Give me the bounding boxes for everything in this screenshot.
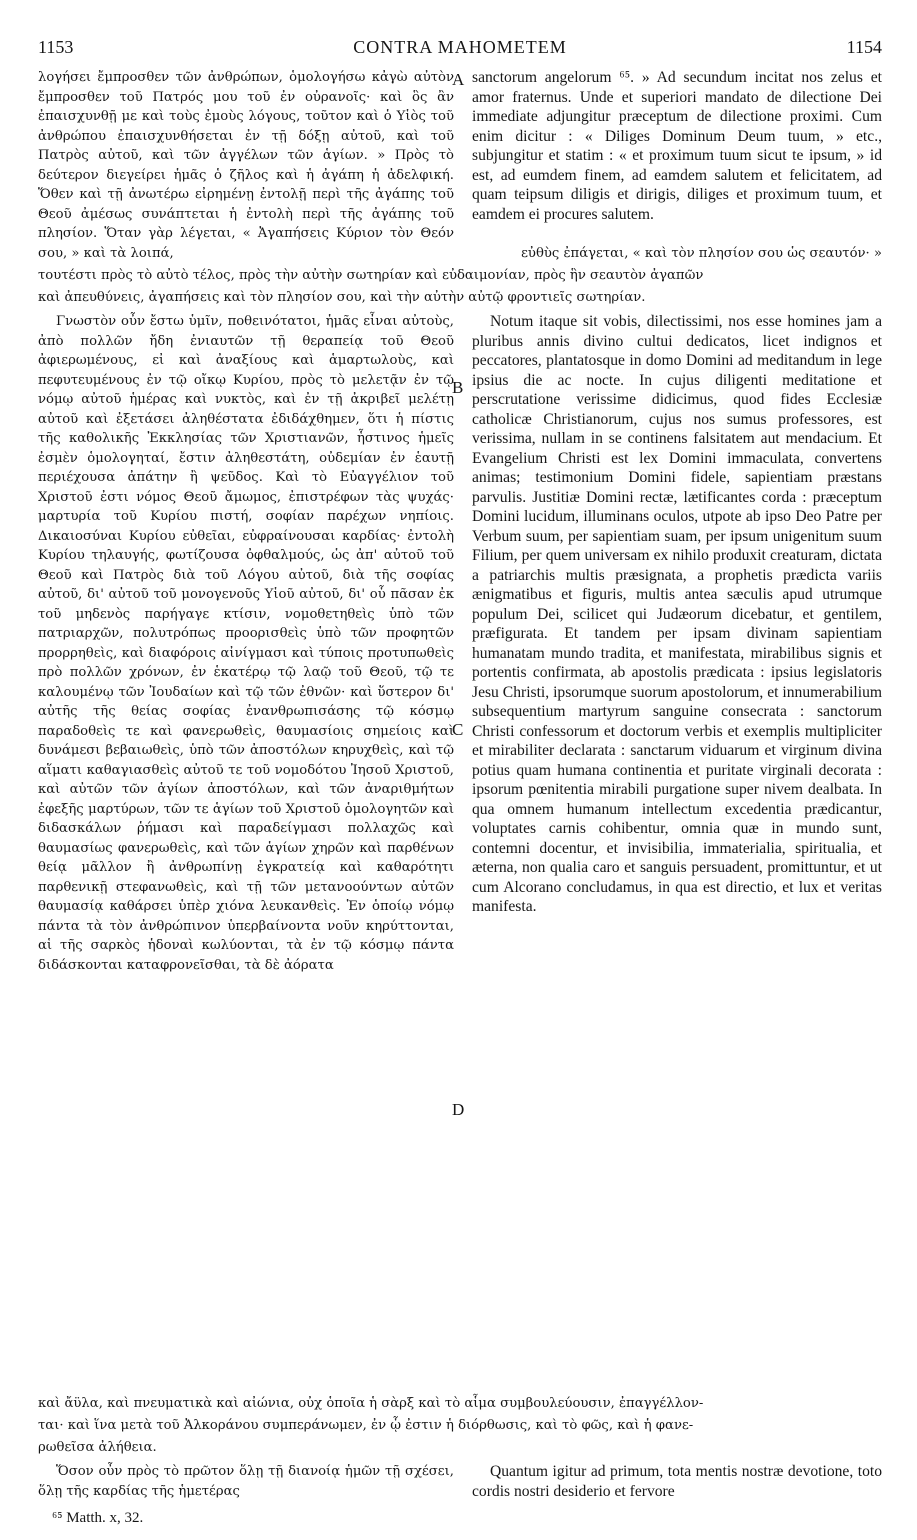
greek-paragraph: Γνωστὸν οὖν ἔστω ὑμῖν, ποθεινότατοι, ἡμᾶς εἶναι αὐτοὺς, ἀπὸ πολλῶν ἤδη ἐνιαυτῶν τῇ θεραπείᾳ τοῦ Θεοῦ ἀφιερωμένους, εἰ καὶ ἀναξίους καὶ ἁμαρτωλοὺς, καὶ πεφυτευμένους ἐν τῷ οἴκῳ Κυρίου, πρὸς τὸ μελετᾷν ἐν τῷ νόμῳ αὐτοῦ ἡμέρας καὶ νυκτὸς, καὶ ἐν τῇ ἀκριβεῖ μελέτῃ αὐτοῦ καὶ ἐξετάσει ἀληθέστατα ἐδιδάχθημεν, ὅτι ἡ πίστις τῆς καθολικῆς Ἐκκλησίας τῶν Χριστιανῶν, ἧστινος ἡμεῖς ἐσμὲν ὁμολογηταί, ἔστιν ἀληθεστάτη, οὐδεμίαν ἐν ἑαυτῇ περιέχουσα ἀπάτην ἢ ψεῦδος. Καὶ τὸ Εὐαγγέλιον τοῦ Χριστοῦ ἐστι νόμος Θεοῦ ἄμωμος, ἐπιστρέφων τὰς ψυχάς· μαρτυρία τοῦ Κυρίου πιστή, σοφίαν παρέχων νηπίοις. Δικαιοσύναι Κυρίου εὐθεῖαι, εὐφραίνουσαι καρδίας· ἐντολὴ Κυρίου τηλαυγής, φωτίζουσα ὀφθαλμούς, ὡς ἀπ' αὐτοῦ τοῦ Θεοῦ καὶ Πατρὸς διὰ τοῦ Λόγου αὐτοῦ, διὰ τῆς σοφίας αὐτοῦ, δι' αὐτοῦ τοῦ μονογενοῦς Υἱοῦ αὐτοῦ, δι' οὗ πᾶσαν ἐκ τοῦ μηδενὸς παρήγαγε κτίσιν, νομοθετηθεὶς ὑπὸ τῶν πατριαρχῶν, πολυτρόπως προορισθεὶς ὑπὸ τῶν προφητῶν προρρηθεὶς, καὶ διαφόροις αἰνίγμασι καὶ τύποις προτυπωθεὶς πρὸ πολλῶν χρόνων, ἐν ἑκατέρῳ τῷ λαῷ τοῦ Θεοῦ, τῷ τε καλουμένῳ τῶν Ἰουδαίων καὶ τῷ τῶν ἐθνῶν· καὶ ὕστερον δι' αὐτῆς τῆς θείας σοφίας ἐνανθρωπισάσης τῷ κόσμῳ παραδοθεὶς τε καὶ φανερωθεὶς, θαυμασίοις σημείοις καὶ δυνάμεσι βεβαιωθεὶς, ὑπὸ τῶν ἀποστόλων κηρυχθεὶς, καὶ τῷ αἵματι καθαγιασθεὶς αὐτοῦ τε τοῦ νομοδότου Ἰησοῦ Χριστοῦ, καὶ αὐτῶν τῶν ἁγίων ἀποστόλων, καὶ τῶν ἀναριθμήτων ἐφεξῆς μαρτύρων, τῶν τε ἁγίων τοῦ Χριστοῦ ὁμολογητῶν καὶ διδασκάλων ῥήμασι καὶ παραδείγμασι πολλαχῶς καὶ θαυμασίως φανερωθεὶς, καὶ τῶν ἁγίων χηρῶν καὶ παρθένων θείᾳ μᾶλλον ἢ ἀνθρωπίνῃ ἐγκρατείᾳ καὶ καθαρότητι παρθενικῇ στεφανωθεὶς, καὶ τῇ τῶν μετανοούντων αὐτῶν θαυμασίᾳ καθάρσει ὑπὲρ χιόνα λευκανθεὶς. Ἐν ὁποίῳ νόμῳ πάντα τὰ τὸν ἀνθρώπινον ὑπερβαίνοντα νοῦν κηρύττονται, αἱ τῆς σαρκὸς ἡδοναὶ κωλύονται, τὰ ἐν τῷ κόσμῳ πάντα διδάσκονται καταφρονεῖσθαι, τὰ δὲ ἀόρατα [38,314,454,973]
page-number-left: 1153 [38,37,74,57]
latin-column-section-3 [472,1462,882,1504]
margin-marker-d: D [452,1100,465,1119]
greek-paragraph: Ὅσον οὖν πρὸς τὸ πρῶτον ὅλῃ τῇ διανοίᾳ ἡμῶν τῇ σχέσει, ὅλῃ τῆς καρδίας τῆς ἡμετέρας [38,1464,454,1499]
running-title: CONTRA MAHOMETEM [353,37,567,57]
footnote: ⁶⁵ Matth. x, 32. [52,1510,144,1526]
margin-marker-a: A [452,70,465,89]
margin-marker-c: C [452,720,464,739]
greek-column-section-1 [38,68,454,261]
latin-paragraph: Quantum igitur ad primum, tota mentis nostræ devotione, toto cordis nostri desiderio et fervore [472,1463,882,1500]
greek-line-tail-3 [38,1438,454,1458]
greek-column-section-3 [38,1462,454,1504]
greek-line-tail-1 [466,244,882,266]
running-header [38,36,882,66]
greek-text-line: τουτέστι πρὸς τὸ αὐτὸ τέλος, πρὸς τὴν αὐτὴν σωτηρίαν καὶ εὐδαιμονίαν, πρὸς ἣν σεαυτὸν ἀγαπῶν [38,268,704,283]
latin-column-section-1 [472,68,882,244]
greek-text-line: ρωθεῖσα ἀλήθεια. [38,1440,157,1455]
greek-full-width-line-1 [38,266,882,286]
greek-full-width-line-3 [38,1394,882,1414]
page-number-right: 1154 [846,37,882,57]
greek-text-line: καὶ ἄϋλα, καὶ πνευματικὰ καὶ αἰώνια, οὐχ ὁποῖα ἡ σὰρξ καὶ τὸ αἷμα συμβουλεύουσιν, ἐπαγγέλλον- [38,1396,704,1411]
latin-paragraph: Notum itaque sit vobis, dilectissimi, nos esse homines jam a pluribus annis divino cultui dedicatos, licet indignos et peccatores, plantatosque in domo Domini ad meditandum in lege ipsius die ac nocte. In cujus diligenti meditatione et perscrutatione verissime didicimus, quod fides Ecclesiæ catholicæ Christianorum, cujus nos sumus professores, est verissima, nullam in se continens falsitatem aut mendacium. Et Evangelium Christi est lex Domini immaculata, convertens animas; testimonium Domini fidele, sapientiam præstans parvulis. Justitiæ Domini rectæ, lætificantes corda : præceptum Domini lucidum, illuminans oculos, utpote ab ipso Deo Patre per Verbum suum, per sapientiam suam, per ipsum unigenitum suum Filium, per quem universam ex nihilo produxit creaturam, dictata a patriarchis multis præsignata, a prophetis prædicta variis ænigmatibus et figuris, multis antea sæculis apud utrumque populum Dei, scilicet qui Judæorum dicebatur, et gentilem, præfigurata. Et tandem per ipsam divinam sapientiam humanatam mundo tradita, et manifestata, mirabilibus signis et portentis confirmata, ab apostolis prædicata : ipsius legislatoris Jesu Christi, ipsorumque suorum apostolorum, et innumerabilium subsequentium martyrum sanguine consecrata : sanctorum Christi confessorum et doctorum verbis et exemplis multipliciter et mirabiliter declarata : sanctarum viduarum et virginum divina potius quam humana continentia et puritate virginali decorata : ipsorum pœnitentia mirabili purgatione super nivem dealbata. In qua omnem humanum intellectum excedentia prædicantur, voluptates carnis cohibentur, omnia quæ in mundo sunt, contemni docentur, et invisibilia, immaterialia, spiritualia, et æterna, non qualia caro et sanguis persuadent, promittuntur, et ut cum Alcorano concludamus, in qua est directio, et lux et veritas manifesta. [472,313,882,915]
greek-text-line: ται· καὶ ἵνα μετὰ τοῦ Ἀλκοράνου συμπεράνωμεν, ἐν ᾧ ἐστιν ἡ διόρθωσις, καὶ τὸ φῶς, καὶ ἡ φανε- [38,1418,694,1433]
greek-paragraph: λογήσει ἔμπροσθεν τῶν ἀνθρώπων, ὁμολογήσω κἀγὼ αὐτὸν ἔμπροσθεν τοῦ Πατρός μου τοῦ ἐν οὐρανοῖς· καὶ ὃς ἂν ἐπαισχυνθῇ με καὶ τοὺς ἐμοὺς λόγους, τοῦτον καὶ ὁ Υἱὸς τοῦ ἀνθρώπου ἐπαισχυνθήσεται ἐν τῇ δόξῃ αὐτοῦ, καὶ τοῦ Πατρὸς αὐτοῦ, καὶ τῶν ἀγγέλων τῶν ἁγίων. » Πρὸς τὸ δεύτερον διεγείρει ἡμᾶς ὁ ζῆλος καὶ ἡ ἀγάπη ἡ ἀδελφική. Ὅθεν καὶ τῇ ἀνωτέρω εἰρημένῃ ἐντολῇ περὶ τῆς ἀγάπης τοῦ Θεοῦ ἀμέσως συνάπτεται ἡ ἐντολὴ περὶ τῆς ἀγάπης τοῦ πλησίον. Ὅταν γὰρ λέγεται, « Ἀγαπήσεις Κύριον τὸν Θεόν σου, » καὶ τὰ λοιπά, [38,70,454,261]
latin-column-section-2 [472,312,882,1392]
latin-paragraph: sanctorum angelorum ⁶⁵. » Ad secundum incitat nos zelus et amor fraternus. Unde et superiori mandato de dilectione Dei immediate adjungitur præceptum de dilectione proximi. Cum enim dicitur : « Diliges Dominum Deum tuum, » etc., subjungitur et statim : « et proximum tuum sicut te ipsum, » id est, ad eumdem finem, ad eamdem salutem et felicitatem, ad quam teipsum diligis et dirigis, diliges et proximum tuum, et eamdem ei procures salutem. [472,69,882,223]
margin-marker-b: B [452,378,464,397]
greek-column-section-2 [38,312,454,1392]
greek-text-line: καὶ ἀπευθύνεις, ἀγαπήσεις καὶ τὸν πλησίον σου, καὶ τὴν αὐτὴν αὐτῷ φροντιεῖς σωτηρίαν. [38,290,646,305]
greek-full-width-line-4 [38,1416,882,1436]
greek-full-width-line-2 [38,288,882,308]
greek-text-line: εὐθὺς ἐπάγεται, « καὶ τὸν πλησίον σου ὡς σεαυτόν· » [521,246,882,261]
